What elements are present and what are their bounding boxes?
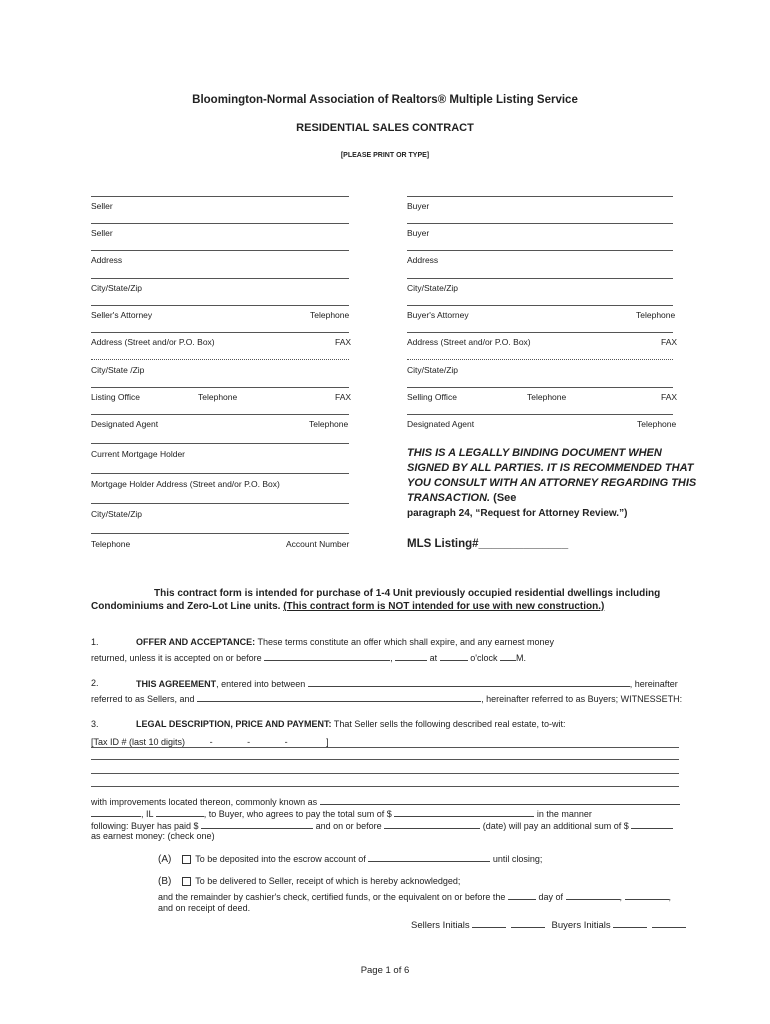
expire-hour-field[interactable] xyxy=(440,652,468,661)
selling-telephone-label: Telephone xyxy=(527,392,567,402)
legal-description-line4[interactable] xyxy=(91,786,679,787)
seller-attorney-address-line[interactable] xyxy=(91,332,349,333)
legal-warning-paragraph-ref: paragraph 24, “Request for Attorney Review.”) xyxy=(407,508,628,519)
seller1-line[interactable] xyxy=(91,196,349,197)
seller1-label: Seller xyxy=(91,201,113,211)
following-additional: (date) will pay an additional sum of $ xyxy=(482,821,629,831)
sellers-initial1-field[interactable] xyxy=(472,919,506,928)
sellers-initial2-field[interactable] xyxy=(511,919,545,928)
seller-attorney-city-label: City/State /Zip xyxy=(91,365,145,375)
property-address-field[interactable] xyxy=(320,796,680,805)
remainder-row xyxy=(158,891,671,902)
option-a-checkbox[interactable] xyxy=(182,855,191,864)
tax-id-dash3: - xyxy=(284,737,288,747)
sellers-name-field[interactable] xyxy=(308,678,630,687)
il-manner: in the manner xyxy=(536,809,592,819)
seller-attorney-city-line[interactable] xyxy=(91,359,349,360)
selling-office-label: Selling Office xyxy=(407,392,457,402)
buyer-city-label: City/State/Zip xyxy=(407,283,459,293)
mortgage-city-line[interactable] xyxy=(91,503,349,504)
buyer-attorney-city-line[interactable] xyxy=(407,359,673,360)
buyer-address-line[interactable] xyxy=(407,250,673,251)
service-name: Multiple Listing Service xyxy=(449,94,578,106)
section1-title: OFFER AND ACCEPTANCE: xyxy=(136,637,256,647)
buyers-name-field[interactable] xyxy=(197,693,481,702)
remainder-year-field[interactable] xyxy=(625,891,669,900)
selling-office-line[interactable] xyxy=(407,387,673,388)
section1-at: at xyxy=(429,653,438,663)
listing-office-label: Listing Office xyxy=(91,392,140,402)
association-name: Bloomington-Normal Association of Realtors® xyxy=(192,94,447,106)
expire-date-field[interactable] xyxy=(264,652,390,661)
tax-id-dash1: - xyxy=(209,737,213,747)
buyer1-label: Buyer xyxy=(407,201,430,211)
additional-sum-field[interactable] xyxy=(631,820,673,829)
section2-title: THIS AGREEMENT xyxy=(136,679,217,689)
option-a-text: To be deposited into the escrow account of xyxy=(195,854,366,864)
option-b-label: (B) xyxy=(158,876,172,887)
buyer-attorney-address-label: Address (Street and/or P.O. Box) xyxy=(407,337,531,347)
option-a-tail: until closing; xyxy=(492,854,543,864)
selling-fax-label: FAX xyxy=(661,392,678,402)
section2-line2a: referred to as Sellers, and xyxy=(91,694,195,704)
tax-id-dash2: - xyxy=(247,737,251,747)
mortgage-holder-line[interactable] xyxy=(91,443,349,444)
buyer-attorney-fax-label: FAX xyxy=(661,337,678,347)
section3-heading xyxy=(136,719,565,729)
seller-address-line[interactable] xyxy=(91,250,349,251)
seller-address-label: Address xyxy=(91,255,123,265)
listing-agent-line[interactable] xyxy=(91,414,349,415)
remainder-comma2: , xyxy=(668,892,672,902)
option-a-row xyxy=(158,853,542,865)
seller2-line[interactable] xyxy=(91,223,349,224)
section2-heading xyxy=(136,678,678,689)
section3-text: That Seller sells the following described real estate, to-wit: xyxy=(333,719,566,729)
seller-attorney-address-label: Address (Street and/or P.O. Box) xyxy=(91,337,215,347)
remainder-month-field[interactable] xyxy=(566,891,620,900)
tax-id-row[interactable] xyxy=(91,737,329,747)
legal-description-line2[interactable] xyxy=(91,759,679,760)
ampm-field[interactable] xyxy=(500,652,516,661)
mortgage-address-line[interactable] xyxy=(91,473,349,474)
mortgage-telephone-label: Telephone xyxy=(91,539,131,549)
listing-agent-telephone-label: Telephone xyxy=(309,419,349,429)
tax-id-label: [Tax ID # (last 10 digits) xyxy=(91,737,186,747)
legal-description-line1[interactable] xyxy=(91,747,679,748)
section1-m: M. xyxy=(515,653,526,663)
il-text: , to Buyer, who agrees to pay the total sum of $ xyxy=(203,809,392,819)
association-title xyxy=(0,94,770,106)
total-sum-field[interactable] xyxy=(394,808,534,817)
earnest-money-label: as earnest money: (check one) xyxy=(91,831,215,841)
section2-line2 xyxy=(91,693,682,704)
buyers-initial2-field[interactable] xyxy=(652,919,686,928)
il-label: , IL xyxy=(141,809,154,819)
section2-number: 2. xyxy=(91,678,99,688)
buyer-attorney-address-line[interactable] xyxy=(407,332,673,333)
seller-city-label: City/State/Zip xyxy=(91,283,143,293)
section1-comma: , xyxy=(390,653,393,663)
zip-field[interactable] xyxy=(156,808,204,817)
buyers-attorney-telephone-label: Telephone xyxy=(636,310,676,320)
legal-warning-text: THIS IS A LEGALLY BINDING DOCUMENT WHEN SIGNED BY ALL PARTIES. IT IS RECOMMENDED THAT YOU CONSULT WITH AN ATTORNEY REGARDING THIS TRANSACTION. xyxy=(407,447,697,504)
remainder-comma1: , xyxy=(619,892,623,902)
tax-id-close: ] xyxy=(326,737,329,747)
escrow-holder-field[interactable] xyxy=(368,853,490,862)
mortgage-telephone-line[interactable] xyxy=(91,533,349,534)
option-b-checkbox[interactable] xyxy=(182,877,191,886)
listing-agent-label: Designated Agent xyxy=(91,419,159,429)
remainder-text: and the remainder by cashier's check, certified funds, or the equivalent on or before the xyxy=(158,892,506,902)
mortgage-holder-label: Current Mortgage Holder xyxy=(91,449,186,459)
following-before: and on or before xyxy=(315,821,382,831)
section1-line2a: returned, unless it is accepted on or before xyxy=(91,653,262,663)
section1-text: These terms constitute an offer which shall expire, and any earnest money xyxy=(257,637,555,647)
buyer1-line[interactable] xyxy=(407,196,673,197)
section1-oclock: o'clock xyxy=(470,653,498,663)
selling-agent-telephone-label: Telephone xyxy=(637,419,677,429)
buyer-address-label: Address xyxy=(407,255,439,265)
option-b-row xyxy=(158,876,460,887)
buyers-attorney-line[interactable] xyxy=(407,305,673,306)
contract-title: RESIDENTIAL SALES CONTRACT xyxy=(296,122,474,134)
seller-attorney-fax-label: FAX xyxy=(335,337,352,347)
following-row xyxy=(91,820,673,831)
listing-office-line[interactable] xyxy=(91,387,349,388)
expire-year-field[interactable] xyxy=(395,652,427,661)
listing-telephone-label: Telephone xyxy=(198,392,238,402)
selling-agent-line[interactable] xyxy=(407,414,673,415)
seller-city-line[interactable] xyxy=(91,278,349,279)
mortgage-city-label: City/State/Zip xyxy=(91,509,143,519)
section2-hereinafter: , hereinafter xyxy=(629,679,678,689)
section1-line2 xyxy=(91,652,526,663)
improvements-row xyxy=(91,796,680,807)
sellers-attorney-line[interactable] xyxy=(91,305,349,306)
section1-number: 1. xyxy=(91,637,99,647)
buyer-city-line[interactable] xyxy=(407,278,673,279)
selling-agent-label: Designated Agent xyxy=(407,419,475,429)
buyer-attorney-city-label: City/State/Zip xyxy=(407,365,459,375)
legal-warning xyxy=(407,446,697,521)
earnest-paid-field[interactable] xyxy=(201,820,313,829)
legal-warning-see: (See xyxy=(493,492,517,504)
intro-line2 xyxy=(91,601,604,612)
seller2-label: Seller xyxy=(91,228,113,238)
buyers-attorney-label: Buyer's Attorney xyxy=(407,310,469,320)
il-row xyxy=(91,808,592,819)
additional-date-field[interactable] xyxy=(384,820,480,829)
intro-line1: This contract form is intended for purchase of 1-4 Unit previously occupied residential dwellings including xyxy=(154,588,661,599)
following-label: following: Buyer has paid $ xyxy=(91,821,199,831)
option-a-label: (A) xyxy=(158,854,172,865)
buyers-initials-label: Buyers Initials xyxy=(551,920,611,931)
section1-heading xyxy=(136,637,554,647)
sellers-initials-label: Sellers Initials xyxy=(411,920,470,931)
sellers-attorney-telephone-label: Telephone xyxy=(310,310,350,320)
buyer2-label: Buyer xyxy=(407,228,430,238)
mortgage-address-label: Mortgage Holder Address (Street and/or P.O. Box) xyxy=(91,479,280,489)
sellers-attorney-label: Seller's Attorney xyxy=(91,310,153,320)
buyers-initial1-field[interactable] xyxy=(613,919,647,928)
account-number-label: Account Number xyxy=(286,539,350,549)
section3-title: LEGAL DESCRIPTION, PRICE AND PAYMENT: xyxy=(136,719,332,729)
initials-row xyxy=(411,919,686,931)
remainder-day-field[interactable] xyxy=(508,891,536,900)
improvements-label: with improvements located thereon, commonly known as xyxy=(91,797,318,807)
listing-fax-label: FAX xyxy=(335,392,352,402)
buyer2-line[interactable] xyxy=(407,223,673,224)
intro-line2-underlined: (This contract form is NOT intended for use with new construction.) xyxy=(283,601,605,612)
mls-listing-label: MLS Listing#______________ xyxy=(407,538,569,550)
print-instruction: [PLEASE PRINT OR TYPE] xyxy=(340,152,430,159)
legal-description-line3[interactable] xyxy=(91,773,679,774)
deed-receipt-text: and on receipt of deed. xyxy=(158,903,251,913)
city-field[interactable] xyxy=(91,808,141,817)
section2-text: , entered into between xyxy=(216,679,306,689)
section2-line2b: , hereinafter referred to as Buyers; WITNESSETH: xyxy=(481,694,683,704)
intro-line2-plain: Condominiums and Zero-Lot Line units. xyxy=(91,601,281,612)
remainder-dayof: day of xyxy=(538,892,563,902)
option-b-text: To be delivered to Seller, receipt of which is hereby acknowledged; xyxy=(195,876,461,886)
page-number: Page 1 of 6 xyxy=(360,965,410,976)
section3-number: 3. xyxy=(91,719,99,729)
